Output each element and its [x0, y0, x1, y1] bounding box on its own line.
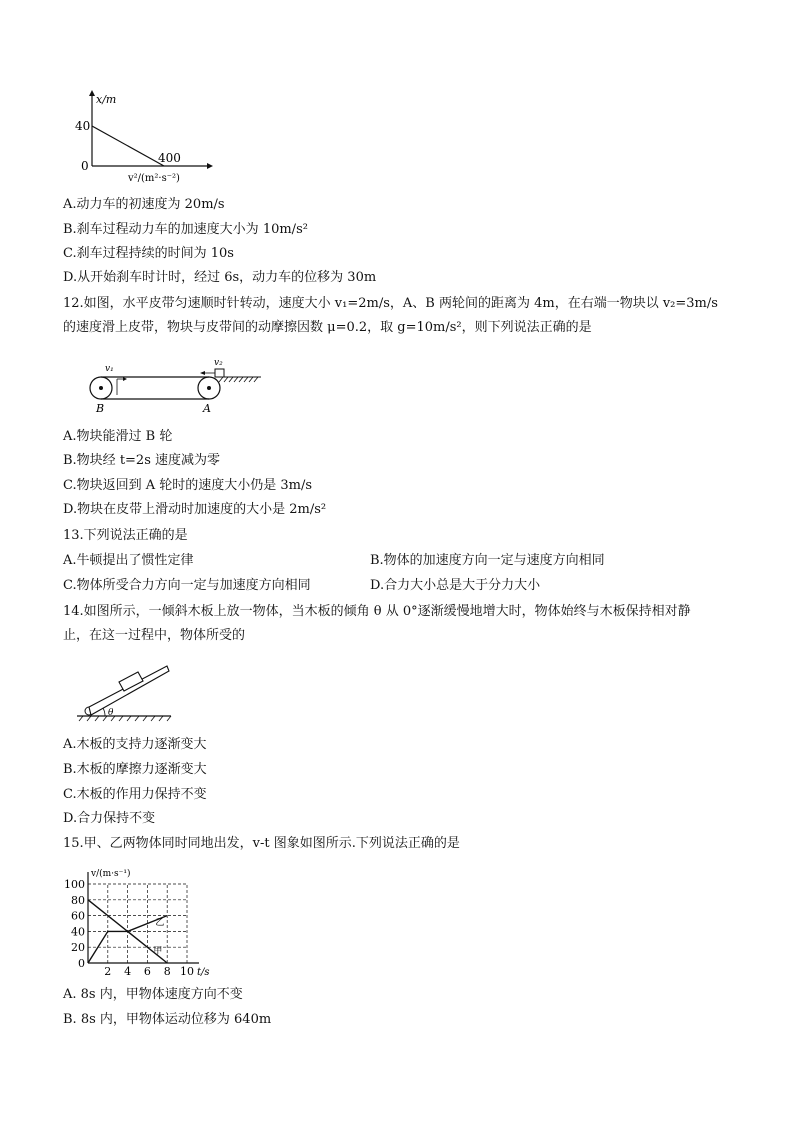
y-tick-label: 100 — [64, 878, 85, 891]
x-tick-label: 10 — [180, 965, 194, 978]
x-axis-label: t/s — [197, 967, 210, 978]
conveyor-belt-figure — [85, 355, 265, 415]
wheel-b-label: B — [96, 402, 105, 415]
series-label-jia: 甲 — [153, 946, 163, 957]
y-tick-label: 80 — [71, 893, 85, 907]
x-tick-label: 4 — [124, 965, 132, 978]
q12-option-d: D.物块在皮带上滑动时加速度的大小是 2m/s² — [63, 502, 327, 517]
q14-option-b: B.木板的摩擦力逐渐变大 — [63, 762, 207, 777]
y-tick-label: 40 — [71, 925, 85, 939]
x-axis-label: v²/(m²·s⁻²) — [128, 173, 180, 184]
wheel-a-label: A — [203, 402, 211, 415]
y-tick-label: 60 — [71, 909, 85, 923]
q14-option-a: A.木板的支持力逐渐变大 — [63, 737, 207, 752]
theta-label: θ — [108, 708, 114, 718]
x-tick-label: 6 — [143, 965, 151, 978]
q12-stem-line1: 12.如图，水平皮带匀速顺时针转动，速度大小 v₁=2m/s，A、B 两轮间的距离为 4m，在右端一物块以 v₂=3m/s — [63, 296, 718, 311]
q14-option-c: C.木板的作用力保持不变 — [63, 787, 207, 802]
q12-option-a: A.物块能滑过 B 轮 — [63, 429, 173, 444]
q12-option-b: B.物块经 t=2s 速度减为零 — [63, 453, 221, 468]
q13-option-a: A.牛顿提出了惯性定律 — [63, 553, 194, 568]
y-tick-label: 20 — [71, 941, 85, 955]
q13-option-d: D.合力大小总是大于分力大小 — [370, 578, 541, 593]
y-axis-label: v/(m·s⁻¹) — [91, 869, 131, 879]
q14-stem-line2: 止，在这一过程中，物体所受的 — [63, 628, 246, 643]
origin-label: 0 — [81, 159, 89, 173]
q12-option-c: C.物块返回到 A 轮时的速度大小仍是 3m/s — [63, 478, 313, 493]
q11-option-c: C.刹车过程持续的时间为 10s — [63, 246, 234, 261]
q14-option-d: D.合力保持不变 — [63, 811, 156, 826]
q13-option-c: C.物体所受合力方向一定与加速度方向相同 — [63, 578, 311, 593]
series-label-yi: 乙 — [155, 918, 165, 929]
x-tick-label: 8 — [163, 965, 171, 978]
q12-stem-line2: 的速度滑上皮带，物块与皮带间的动摩擦因数 μ=0.2，取 g=10m/s²，则下列说法正确的是 — [63, 320, 592, 335]
q13-option-b: B.物体的加速度方向一定与速度方向相同 — [370, 553, 605, 568]
q11-option-a: A.动力车的初速度为 20m/s — [63, 197, 225, 212]
v1-label: v₁ — [105, 364, 114, 374]
x-v2-graph — [70, 88, 220, 188]
v2-label: v₂ — [214, 358, 223, 368]
q15-stem: 15.甲、乙两物体同时同地出发，v-t 图象如图所示.下列说法正确的是 — [63, 836, 460, 851]
q14-stem-line1: 14.如图所示，一倾斜木板上放一物体，当木板的倾角 θ 从 0°逐渐缓慢地增大时，物体始终与木板保持相对静 — [63, 604, 691, 619]
x-tick-label: 2 — [104, 965, 112, 978]
y-axis-label: x/m — [96, 93, 117, 106]
q13-stem: 13.下列说法正确的是 — [63, 528, 188, 543]
q15-option-b: B. 8s 内，甲物体运动位移为 640m — [63, 1012, 272, 1027]
incline-board-figure — [75, 658, 175, 724]
q11-option-d: D.从开始刹车时计时，经过 6s，动力车的位移为 30m — [63, 270, 377, 285]
q11-option-b: B.刹车过程动力车的加速度大小为 10m/s² — [63, 222, 308, 237]
x-tick-400: 400 — [158, 151, 181, 165]
y-tick-40: 40 — [75, 119, 91, 133]
q15-option-a: A. 8s 内，甲物体速度方向不变 — [63, 987, 243, 1002]
v-t-chart — [62, 866, 222, 978]
y-tick-label: 0 — [78, 957, 85, 970]
